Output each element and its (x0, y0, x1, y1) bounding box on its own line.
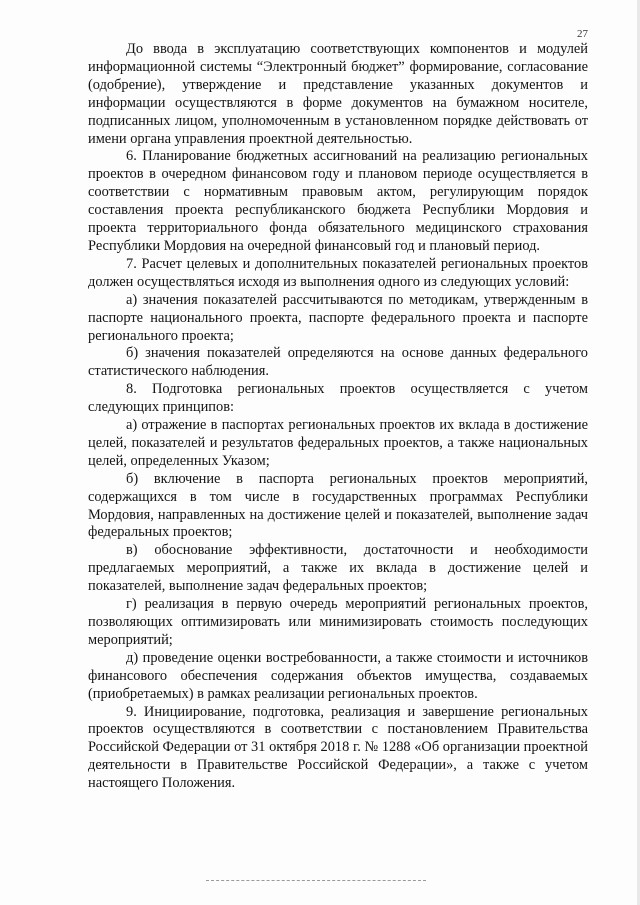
paragraph-7: 7. Расчет целевых и дополнительных показателей региональных проектов должен осуществляться исходя из выполнения одного из следующих условий: (88, 255, 588, 290)
paragraph-9: 9. Инициирование, подготовка, реализация и завершение региональных проектов осуществляются в соответствии с постановлением Правительства Российской Федерации от 31 октября 2018 г. № 1288 «Об организации проектной деятельности в Правительстве Российской Федерации», а также с учетом настоящего Положения. (88, 703, 588, 792)
paragraph-7b: б) значения показателей определяются на основе данных федерального статистического наблюдения. (88, 345, 588, 380)
paragraph-intro: До ввода в эксплуатацию соответствующих компонентов и модулей информационной системы “Электронный бюджет” формирование, согласование (одобрение), утверждение и представление указанных документов и информации осуществляются в форме документов на бумажном носителе, подписанных лицом, уполномоченным в установленном порядке действовать от имени органа управления проектной деятельностью. (88, 41, 588, 147)
paragraph-8c: в) обоснование эффективности, достаточности и необходимости предлагаемых мероприятий, а также их вклада в достижение целей и показателей, выполнение задач федеральных проектов; (88, 542, 588, 595)
footer-divider (206, 880, 426, 881)
paragraph-8d: г) реализация в первую очередь мероприятий региональных проектов, позволяющих оптимизировать или минимизировать стоимость последующих мероприятий; (88, 596, 588, 648)
page-number: 27 (577, 28, 588, 40)
paragraph-7a: а) значения показателей рассчитываются по методикам, утвержденным в паспорте национального проекта, паспорте федерального проекта и паспорте регионального проекта; (88, 291, 588, 344)
paragraph-8a: а) отражение в паспортах региональных проектов их вклада в достижение целей, показателей и результатов федеральных проектов, а также национальных целей, определенных Указом; (88, 417, 588, 469)
paragraph-8b: б) включение в паспорта региональных проектов мероприятий, содержащихся в том числе в государственных программах Республики Мордовия, направленных на достижение целей и показателей, выполнение задач федеральных проектов; (88, 470, 588, 541)
paragraph-6: 6. Планирование бюджетных ассигнований на реализацию региональных проектов в очередном финансовом году и плановом периоде осуществляется в соответствии с нормативным правовым актом, регулирующим порядок составления проекта республиканского бюджета Республики Мордовия и проекта территориального фонда обязательного медицинского страхования Республики Мордовия на очередной финансовый год и плановый период. (88, 148, 588, 254)
document-body (88, 41, 588, 793)
paragraph-8e: д) проведение оценки востребованности, а также стоимости и источников финансового обеспечения содержания объектов имущества, создаваемых (приобретаемых) в рамках реализации региональных проектов. (88, 649, 588, 702)
paragraph-8: 8. Подготовка региональных проектов осуществляется с учетом следующих принципов: (88, 381, 588, 416)
